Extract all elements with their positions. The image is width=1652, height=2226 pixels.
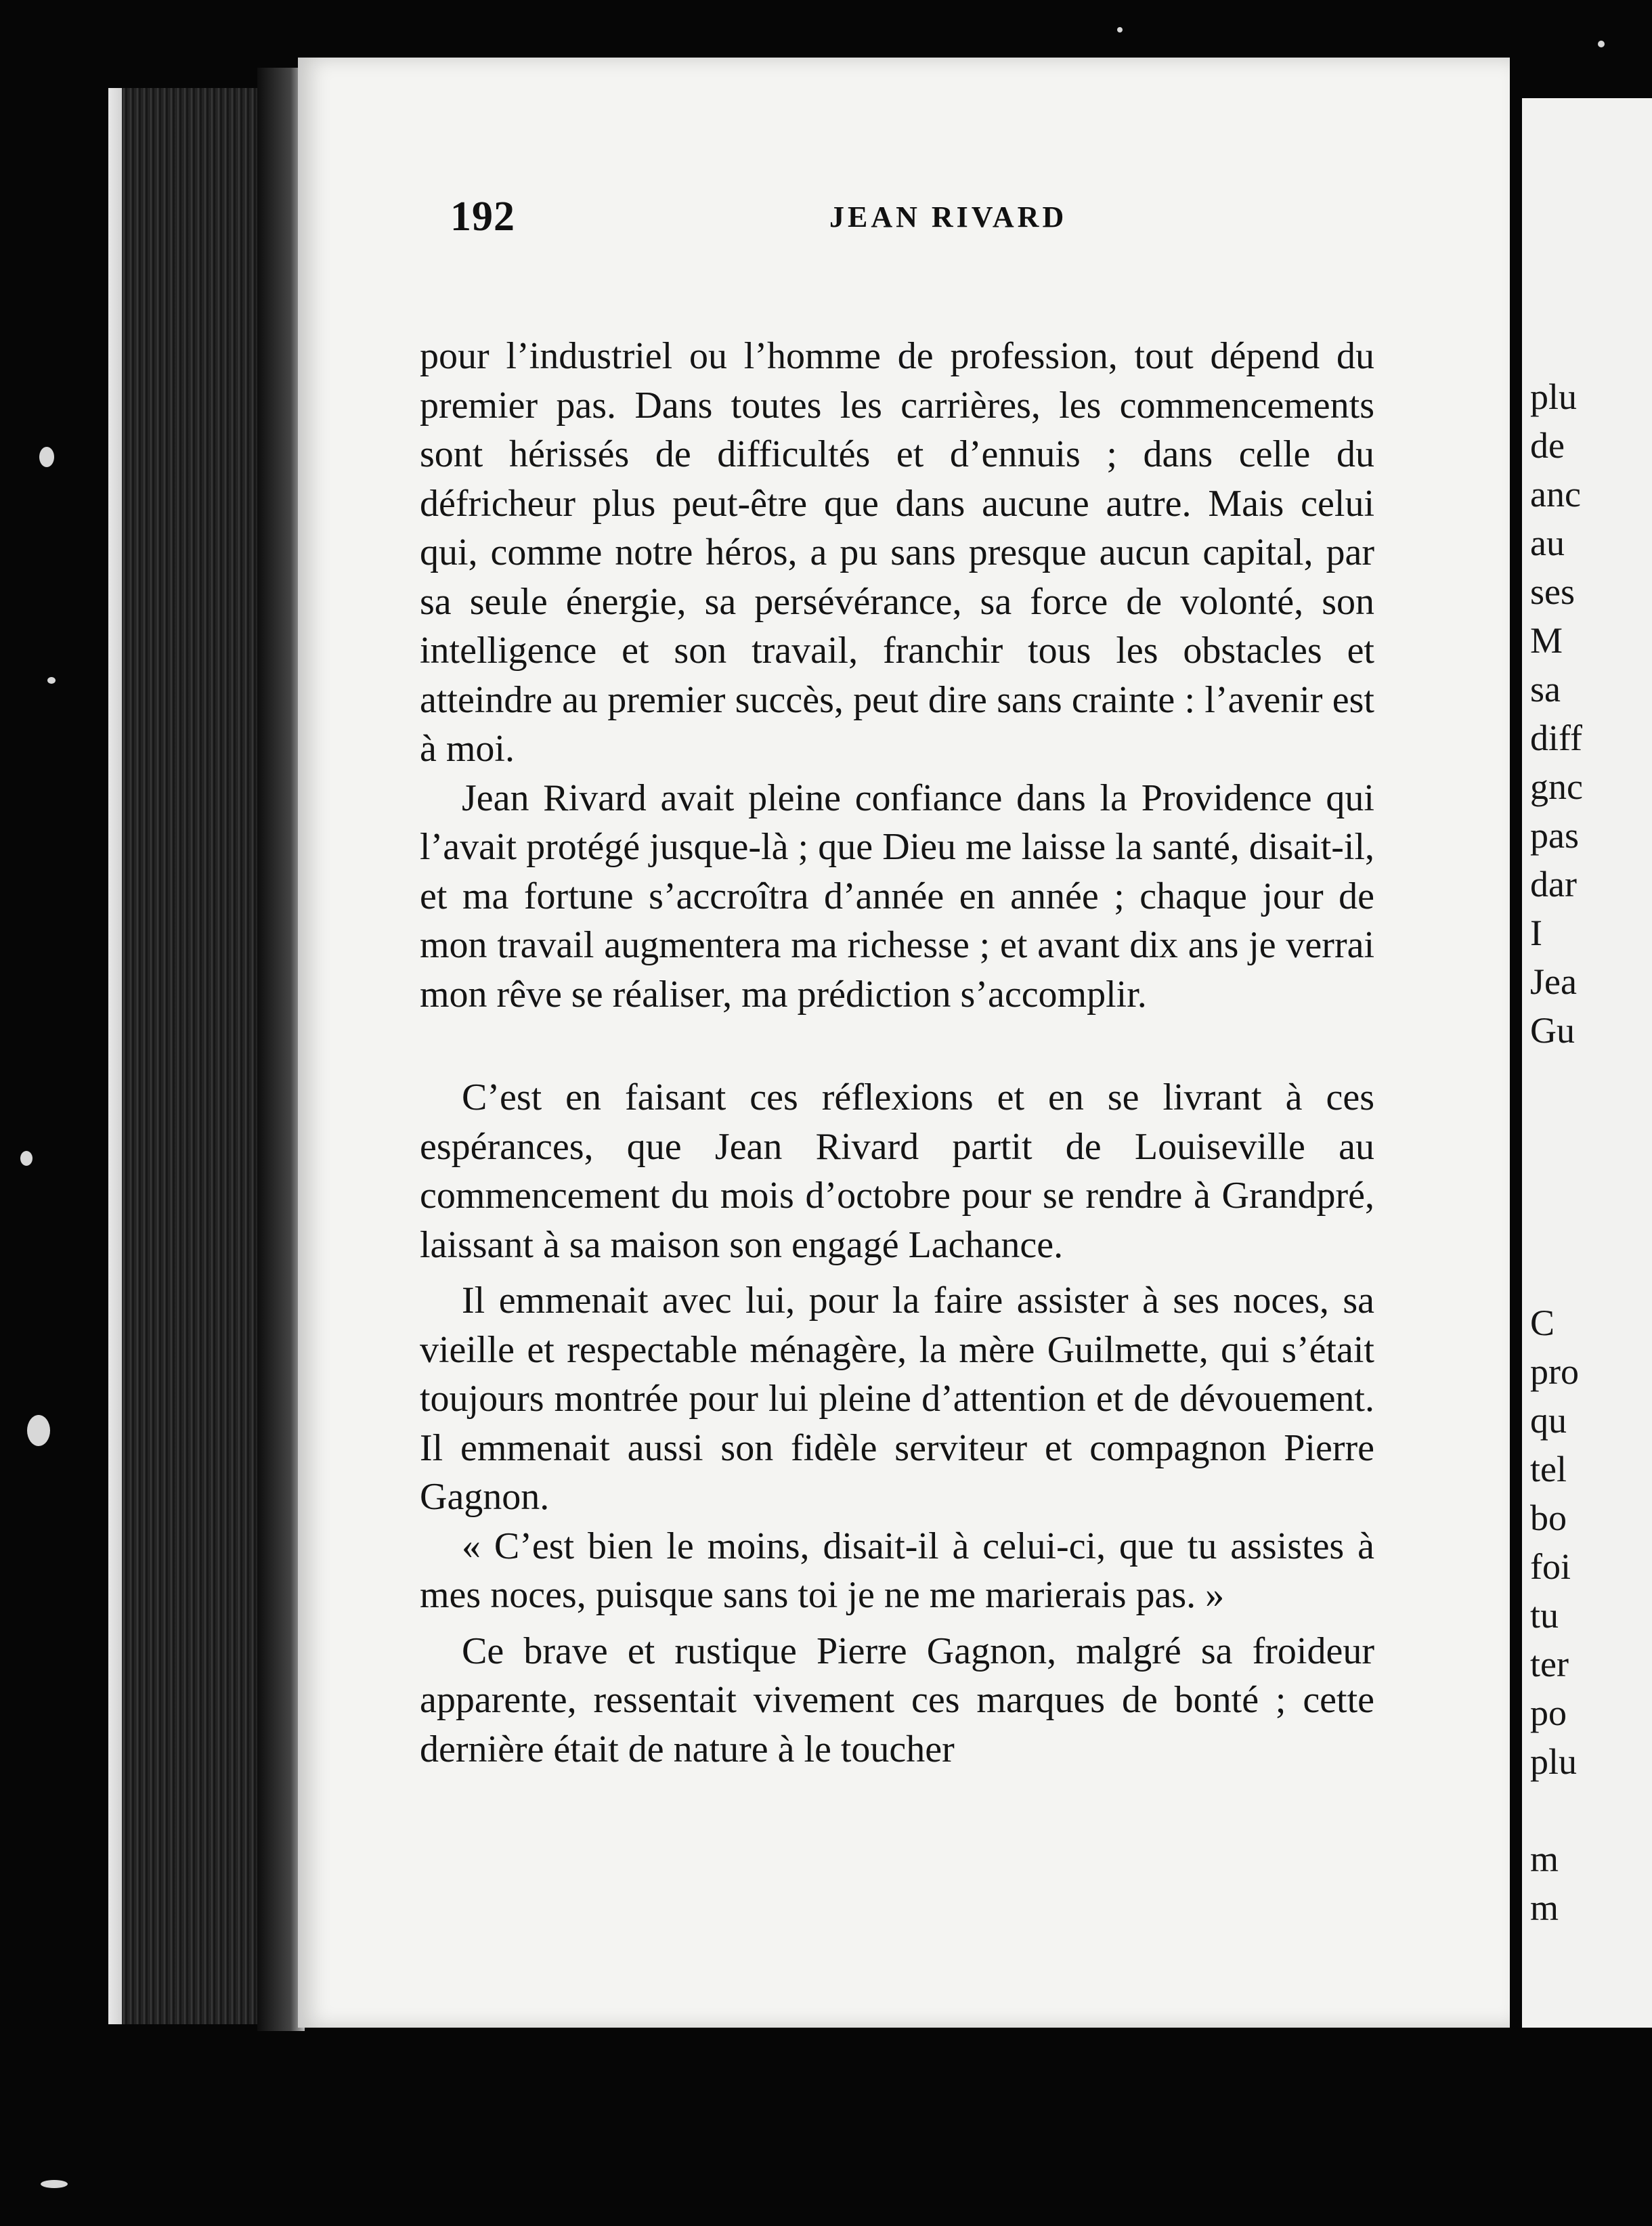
page-body <box>420 332 1374 1774</box>
facing-page-fragment: I <box>1530 913 1542 953</box>
page-header <box>450 193 1378 247</box>
facing-page-fragment: po <box>1530 1693 1567 1733</box>
facing-page-fragment: gnc <box>1530 766 1583 807</box>
facing-page-fragment: m <box>1530 1887 1559 1928</box>
facing-page-fragment: sa <box>1530 669 1561 710</box>
facing-page-fragment: au <box>1530 523 1565 563</box>
facing-page-fragment: bo <box>1530 1498 1567 1538</box>
facing-page-fragment: ses <box>1530 571 1575 612</box>
facing-page-fragment: tu <box>1530 1595 1559 1636</box>
facing-page-fragment: plu <box>1530 376 1578 417</box>
facing-page-fragment: M <box>1530 620 1563 661</box>
facing-page-fragment <box>1530 1104 1583 1152</box>
facing-page-fragment: pro <box>1530 1351 1579 1392</box>
facing-page-fragment: C <box>1530 1303 1555 1343</box>
facing-page-fragment <box>1530 1055 1583 1104</box>
facing-page-fragment <box>1530 1152 1583 1201</box>
facing-page-edge <box>1522 98 1652 2028</box>
facing-page-fragment <box>1530 1786 1583 1835</box>
facing-page-fragment: de <box>1530 425 1565 466</box>
facing-page-fragment: dar <box>1530 864 1577 904</box>
facing-page-fragment <box>1530 1250 1583 1298</box>
facing-page-fragment: qu <box>1530 1400 1567 1441</box>
facing-page-fragment: pas <box>1530 815 1579 856</box>
facing-page-text <box>1530 372 1583 1932</box>
facing-page-fragment: tel <box>1530 1449 1567 1489</box>
facing-page-fragment: Jea <box>1530 961 1577 1002</box>
paragraph-3: C’est en faisant ces réflexions et en se livrant à ces espérances, que Jean Rivard partit de Louiseville au commencement du mois d’octobre pour se rendre à Grandpré, laissant à sa maison son engagé Lachance. <box>420 1076 1374 1266</box>
paragraph-6: Ce brave et rustique Pierre Gagnon, malgré sa froideur apparente, ressentait vivement ces marques de bonté ; cette dernière était de nature à le toucher <box>420 1630 1374 1770</box>
paragraph-5: « C’est bien le moins, disait-il à celui-ci, que tu assistes à mes noces, puisque sans toi je ne me marierais pas. » <box>420 1525 1374 1616</box>
facing-page-fragment: diff <box>1530 718 1582 758</box>
facing-page-fragment: plu <box>1530 1741 1578 1782</box>
paragraph-2: Jean Rivard avait pleine confiance dans la Providence qui l’avait protégé jusque-là ; que Dieu me laisse la santé, disait-il, et ma fortune s’accroîtra d’année en année ; chaque jour de mon travail augmentera ma richesse ; et avant dix ans je verrai mon rêve se réaliser, ma prédiction s’accomplir. <box>420 777 1374 1016</box>
facing-page-fragment: Gu <box>1530 1010 1575 1051</box>
facing-page-fragment: m <box>1530 1839 1559 1879</box>
left-page <box>298 58 1510 2028</box>
page-number: 192 <box>450 194 515 240</box>
facing-page-fragment <box>1530 1201 1583 1250</box>
paragraph-4: Il emmenait avec lui, pour la faire assister à ses noces, sa vieille et respectable ménagère, la mère Guilmette, qui s’était toujours montrée pour lui pleine d’attention et de dévouement. Il emmenait aussi son fidèle serviteur et compagnon Pierre Gagnon. <box>420 1280 1374 1518</box>
running-head: JEAN RIVARD <box>829 200 1068 234</box>
facing-page-fragment: ter <box>1530 1644 1569 1684</box>
paragraph-1: pour l’industriel ou l’homme de profession, tout dépend du premier pas. Dans toutes les carrières, les commencements sont hérissés de difficultés et d’ennuis ; dans celle du défricheur plus peut-être que dans aucune autre. Mais celui qui, comme notre héros, a pu sans presque aucun capital, par sa seule énergie, sa persévérance, sa force de volonté, son intelligence et son travail, franchir tous les obstacles et atteindre au premier succès, peut dire sans crainte : l’avenir est à moi. <box>420 335 1374 770</box>
facing-page-fragment: anc <box>1530 474 1581 515</box>
facing-page-fragment: foi <box>1530 1546 1571 1587</box>
